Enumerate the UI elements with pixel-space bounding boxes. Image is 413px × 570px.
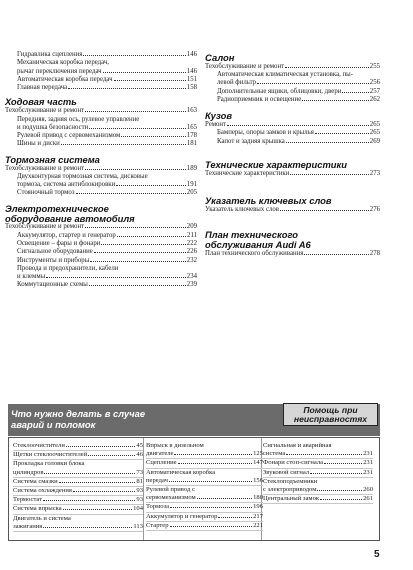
section-heading-specs: Технические характеристики: [205, 158, 347, 170]
panel-entry[interactable]: Тормоза 196: [146, 503, 263, 512]
toc-entry[interactable]: Инструменты и приборы 232: [17, 256, 197, 264]
toc-entry[interactable]: Автоматическая климатическая установка, пы- левой фильтр 256: [217, 71, 380, 87]
panel-entry[interactable]: Рулевой привод с сервомеханизмом 180: [146, 486, 263, 503]
toc-entry[interactable]: Технические характеристики 273: [205, 169, 380, 177]
toc-entry[interactable]: Аккумулятор, стартер и генератор 211: [17, 231, 197, 239]
column-divider: [143, 438, 144, 540]
section-heading-chassis: Ходовая часть: [5, 96, 77, 108]
toc-entry[interactable]: Главная передача 158: [17, 84, 197, 92]
panel-entry[interactable]: Система смазки 81: [13, 478, 143, 487]
panel-column-2: [146, 442, 263, 531]
section-heading-salon: Салон: [205, 52, 235, 63]
toc-entry[interactable]: Дополнительные ящики, облицовки, двери 257: [217, 87, 380, 95]
toc-entry[interactable]: Техобслуживание и ремонт 209: [5, 223, 197, 231]
section-heading-body: Кузов: [205, 110, 233, 122]
toc-entry[interactable]: Коммутационные схемы 239: [17, 281, 197, 289]
toc-entry[interactable]: Двухконтурная тормозная система, дисковые тормоза, система антиблокировки 191: [17, 172, 197, 189]
toc-right-column: [205, 0, 380, 258]
panel-entry[interactable]: Щетки стеклоочистителей 46: [13, 451, 143, 460]
panel-entry[interactable]: Стеклоподъемники с электроприводом 260: [263, 478, 373, 495]
toc-entry[interactable]: Техобслуживание и ремонт 255: [205, 62, 380, 70]
panel-entry[interactable]: Стеклоочистители 45: [13, 442, 143, 451]
toc-entry[interactable]: Освещение – фары и фонари 222: [17, 239, 197, 247]
toc-entry[interactable]: Стояночный тормоз 205: [17, 189, 197, 197]
toc-entry[interactable]: Шины и диски 181: [17, 140, 197, 148]
page-number: 5: [374, 549, 380, 560]
toc-entry[interactable]: Капот и задняя крышка 269: [217, 137, 380, 145]
section-heading-index: Указатель ключевых слов: [205, 195, 332, 207]
panel-entry[interactable]: Двигатель и система зажигания 113: [13, 515, 143, 532]
panel-entry[interactable]: Прокладка головки блока цилиндров 73: [13, 460, 143, 477]
toc-entry[interactable]: Рулевой привод с сервомеханизмом 178: [17, 132, 197, 140]
panel-entry[interactable]: Центральный замок 261: [263, 495, 373, 504]
toc-entry[interactable]: Передняя, задняя ось, рулевое управление и подушка безопасности 165: [17, 115, 197, 131]
section-heading-plan: План технического обслуживания Audi A6: [205, 229, 311, 250]
panel-column-1: [13, 442, 143, 532]
toc-entry[interactable]: Сигнальное оборудование 226: [17, 248, 197, 256]
toc-entry[interactable]: Указатель ключевых слов 276: [205, 205, 380, 213]
toc-left-column: [5, 0, 197, 290]
panel-tab-label: Помощь при неисправностях: [283, 403, 378, 426]
panel-entry[interactable]: Автоматическая коробка передач 156: [146, 469, 263, 486]
panel-entry[interactable]: Термостат 93: [13, 496, 143, 505]
troubleshooting-panel: [8, 404, 380, 541]
toc-entry[interactable]: Гидравлика сцепления 146: [17, 51, 197, 58]
panel-entry[interactable]: Сцепление 147: [146, 459, 263, 468]
toc-entry[interactable]: Техобслуживание и ремонт 189: [5, 164, 197, 172]
panel-entry[interactable]: Аккумулятор и генератор 217: [146, 513, 263, 522]
panel-entry[interactable]: Система впрыска 104: [13, 505, 143, 514]
panel-title: Что нужно делать в случае аварий и поломок: [11, 408, 146, 430]
panel-entry[interactable]: Стартер 221: [146, 522, 263, 531]
toc-entry[interactable]: План технического обслуживания 278: [205, 249, 380, 257]
panel-entry[interactable]: Звуковой сигнал 231: [263, 469, 373, 478]
toc-entry[interactable]: Механическая коробка передач, рычаг переключения передач 146: [17, 59, 197, 75]
toc-entry[interactable]: Автоматическая коробка передач 151: [17, 75, 197, 83]
toc-entry[interactable]: Радиоприемник и освещение 262: [217, 95, 380, 103]
section-heading-electrical: Электротехническое оборудование автомобиля: [5, 202, 135, 224]
toc-entry[interactable]: Ремонт 265: [205, 121, 380, 129]
section-heading-brakes: Тормозная система: [5, 153, 100, 165]
panel-entry[interactable]: Фонари стоп-сигнала 231: [263, 459, 373, 468]
panel-column-3: [263, 442, 373, 504]
panel-entry[interactable]: Впрыск в дизельном двигателе 125: [146, 442, 263, 459]
toc-entry[interactable]: Бамперы, опоры замков и крылья 265: [217, 129, 380, 137]
toc-entry[interactable]: Техобслуживание и ремонт 163: [5, 107, 197, 115]
panel-entry[interactable]: Сигнальная и аварийная система 231: [263, 442, 373, 459]
panel-body: [8, 437, 380, 541]
panel-entry[interactable]: Система охлаждения 93: [13, 487, 143, 496]
toc-entry[interactable]: Провода и предохранители, кабели и клеммы 234: [17, 264, 197, 281]
